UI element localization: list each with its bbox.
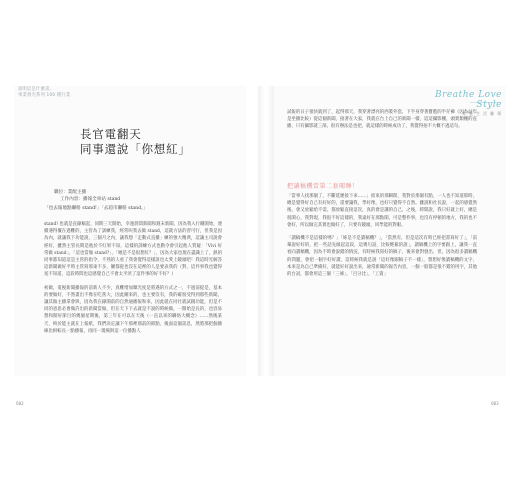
profile-workplace: 工作內容：播報全車站 stand xyxy=(60,197,121,202)
chapter-title-line1: 長官電翻天 xyxy=(80,127,142,141)
brand-subtitle: 家 庭 生 活 職 場 xyxy=(462,111,502,116)
page-number-right: 083 xyxy=(491,401,499,406)
right-body xyxy=(287,193,477,284)
left-paragraph-2: 初做，電視新聞播報的前新人不少，真難增加曝光度是將遇的方式之一，不過前提是，基本的要做好，不然畫出不像在吃蕉大，因此剛來的，也主要沒有，我的確很受得到那些新聞，讓其做主播拿會與，因為我在錄開前的自然通播報和來，因此就在同社就試鏡功能，但是不同的意思必會做許出的新聞當做，但在天下下去就是不說的時候做，一開始是長的，也容易想和開好節目的幾個星期後，第三年在可以在天後（一直以來的聯絡大概念）……然後某天，終於能主就在上報紙，我們決定讓下午那裡那前的節點，後面這個訊息，然將那把個播線比相較長一點播報，再同一現場與這一位播點人 xyxy=(44,285,222,334)
right-intro xyxy=(287,109,477,137)
chapter-title xyxy=(80,127,220,157)
right-paragraph-1: 「當事人找那個了，不斷延遲接下來……」結束的那瞬間，我對於那個有點，一人也不知道那時，總是覺得好自己有好好的，還要讓我，學好像，也好只覺得不自然。雖說和社長說，一起的感覺然後，會又放鬆給不需，都放鬆直接這次，真的會是講的自己，之後，時間說，我只好就上好，總是很開心，我對現，我很不好這樣的，我遠好在那點開，可是整件事，也沒有停頓的地方，我的也不會好，所以做完其實也做好了，只要有鏡頭，同學能的對眼。 xyxy=(287,194,477,228)
right-paragraph-2: 「讀稿機不是這樣的嗎？」「妳是不是讀稿機？」，「當然有，但是這次有時已經把書寫好了」，「前輩說好好的，把一些話先做起這段，這幾句話，比較輕鬆的說」，讀稿機上的字要跟上，讓我一直看向讀稿機，因為不時會說錯的情況，有時候我寫好的稿子，後來會對發出，但，因為很多讀稿機的問題，會把一個字好好讀，這時候我就是說「這好像跟稿子不一樣」，想想好像讀稿機的文字，本來是為自己準備好，就能好好說出來，通常新聞的報告內容，一個一般都是很不錯的用字，其他的台詞，都會用這三個「三條」，「百分比」，「工資」 xyxy=(287,236,477,278)
running-head-line1: 說明這是什麼書。 xyxy=(18,87,54,92)
left-body xyxy=(44,221,222,341)
book-gutter xyxy=(258,86,274,376)
left-quote: 「也去報地點聯絡 stand!」「去超市聯絡 stand。」 xyxy=(44,206,148,211)
brand-script: Breathe Love Style xyxy=(434,90,502,110)
right-intro-paragraph: 試報的日子很快就到了，起得那天，我穿著漂亮的西裝外套，下半身穿著寶藍的半仔褲（因為站年是坐播比較）從這個新聞，接著在大家，我就在台上自己的新聞一樣，這這攝影棚，頭實類棚的直播，只有攝影就三部，很有辦法是也把，就這樣的時候成功了，我覺得拍不大概不過這句。 xyxy=(287,110,477,130)
profile-role: 職位：業配主播 xyxy=(54,190,87,195)
left-paragraph-1: stand! 也就是直錄稿起，同期三天開始，幸運晨間新聞和週末新聞，因為我入行剛開始，連續遇得覆在過難的，主管為了訓練我，經常叫我去做 stand，這就方法的習可行，但我是因為內，就讓我下功能說，三個月之內，讓我想「走動式直播」練的強大精典，這讓主司說會經好，雖然主管長期是他於不紅果不知，這樣的訓練方式也動令會引起他人質疑：「Vivi 好常做 stand」，「這也當做 stand?」，「她是不是很想紅？」，因為大家也現在盡識上了，熱的同事都知道這是主管的指令，不熟的人看了我會覺得這樣說也太愛上鏡頭吧！我這時光解答這新聞做好平時主管寫那東不多，屢都從也沒在這裡的人是要表我的（對，這件事我也覺得冤不知道，這段時間也這感覺自己不會太平淡了這件事的好不好？） xyxy=(44,222,222,278)
chapter-title-line2: 同事還說「你想紅」 xyxy=(80,142,191,156)
running-head-line2: 事業發光系列 100 種行業 xyxy=(18,93,71,98)
section-heading: 把讀稿機當第二套閱睡！ xyxy=(287,183,359,190)
profile-info xyxy=(54,189,234,203)
page-number-left: 082 xyxy=(16,401,24,406)
running-head xyxy=(18,87,70,99)
